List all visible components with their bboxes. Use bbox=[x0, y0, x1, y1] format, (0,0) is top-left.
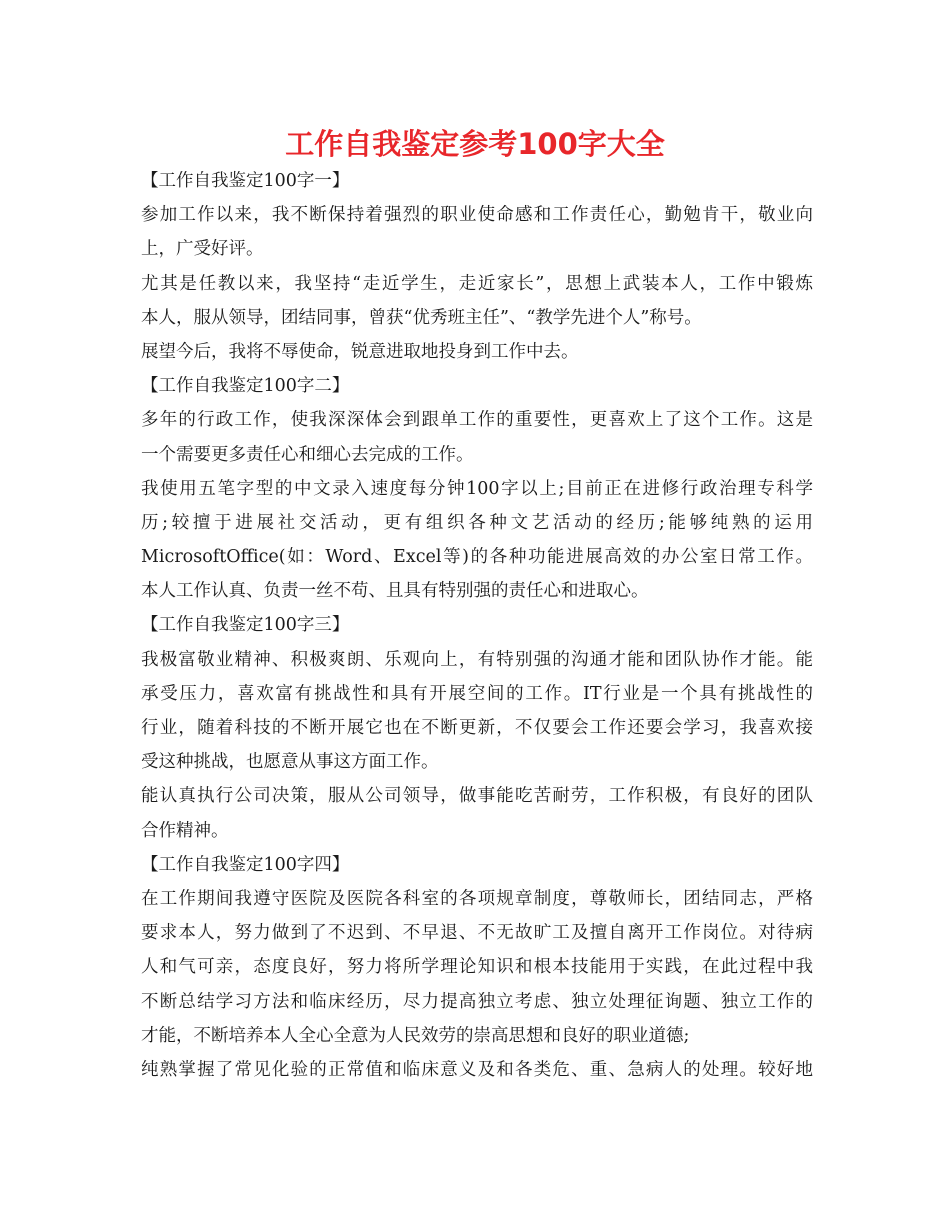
text-line: 上，广受好评。 bbox=[141, 239, 264, 260]
text-line: 承受压力，喜欢富有挑战性和具有开展空间的工作。IT行业是一个具有挑战性的 bbox=[141, 683, 813, 704]
text-line: 展望今后，我将不辱使命，锐意进取地投身到工作中去。 bbox=[141, 341, 579, 362]
section-heading: 【工作自我鉴定100字四】 bbox=[141, 854, 350, 875]
text-line: 多年的行政工作，使我深深体会到跟单工作的重要性，更喜欢上了这个工作。这是 bbox=[141, 410, 813, 431]
text-line: 本人工作认真、负责一丝不苟、且具有特别强的责任心和进取心。 bbox=[141, 581, 649, 602]
text-line: 才能，不断培养本人全心全意为人民效劳的崇高思想和良好的职业道德; bbox=[141, 1025, 690, 1046]
text-line: 我使用五笔字型的中文录入速度每分钟100字以上;目前正在进修行政治理专科学 bbox=[141, 478, 813, 499]
text-line: 纯熟掌握了常见化验的正常值和临床意义及和各类危、重、急病人的处理。较好地 bbox=[141, 1059, 813, 1080]
text-line: 在工作期间我遵守医院及医院各科室的各项规章制度，尊敬师长，团结同志，严格 bbox=[141, 888, 813, 909]
text-line: 本人，服从领导，团结同事，曾获“优秀班主任”、“教学先进个人”称号。 bbox=[141, 307, 702, 328]
section-heading: 【工作自我鉴定100字一】 bbox=[141, 171, 350, 191]
text-line: 不断总结学习方法和临床经历，尽力提高独立考虑、独立处理征询题、独立工作的 bbox=[141, 991, 813, 1012]
text-line: 我极富敬业精神、积极爽朗、乐观向上，有特别强的沟通才能和团队协作才能。能 bbox=[141, 649, 813, 670]
section-heading: 【工作自我鉴定100字三】 bbox=[141, 615, 350, 636]
section-heading: 【工作自我鉴定100字二】 bbox=[141, 376, 350, 397]
text-line: 一个需要更多责任心和细心去完成的工作。 bbox=[141, 444, 474, 465]
text-line: 人和气可亲，态度良好，努力将所学理论知识和根本技能用于实践，在此过程中我 bbox=[141, 957, 813, 978]
text-line: 能认真执行公司决策，服从公司领导，做事能吃苦耐劳，工作积极，有良好的团队 bbox=[141, 786, 813, 807]
page-title: 工作自我鉴定参考100字大全 bbox=[285, 127, 665, 161]
text-line: 尤其是任教以来，我坚持“走近学生，走近家长”，思想上武装本人，工作中锻炼 bbox=[141, 273, 813, 294]
text-line: 参加工作以来，我不断保持着强烈的职业使命感和工作责任心，勤勉肯干，敬业向 bbox=[141, 205, 813, 226]
text-line: 受这种挑战，也愿意从事这方面工作。 bbox=[141, 752, 439, 773]
text-line: 要求本人，努力做到了不迟到、不早退、不无故旷工及擅自离开工作岗位。对待病 bbox=[141, 923, 813, 944]
text-line: 历;较擅于进展社交活动，更有组织各种文艺活动的经历;能够纯熟的运用 bbox=[141, 512, 813, 533]
text-line: 合作精神。 bbox=[141, 820, 229, 841]
text-line: MicrosoftOffice(如：Word、Excel等)的各种功能进展高效的办公室日常工作。 bbox=[141, 547, 813, 568]
text-line: 行业，随着科技的不断开展它也在不断更新，不仅要会工作还要会学习，我喜欢接 bbox=[141, 718, 813, 738]
document-body bbox=[141, 164, 813, 1087]
